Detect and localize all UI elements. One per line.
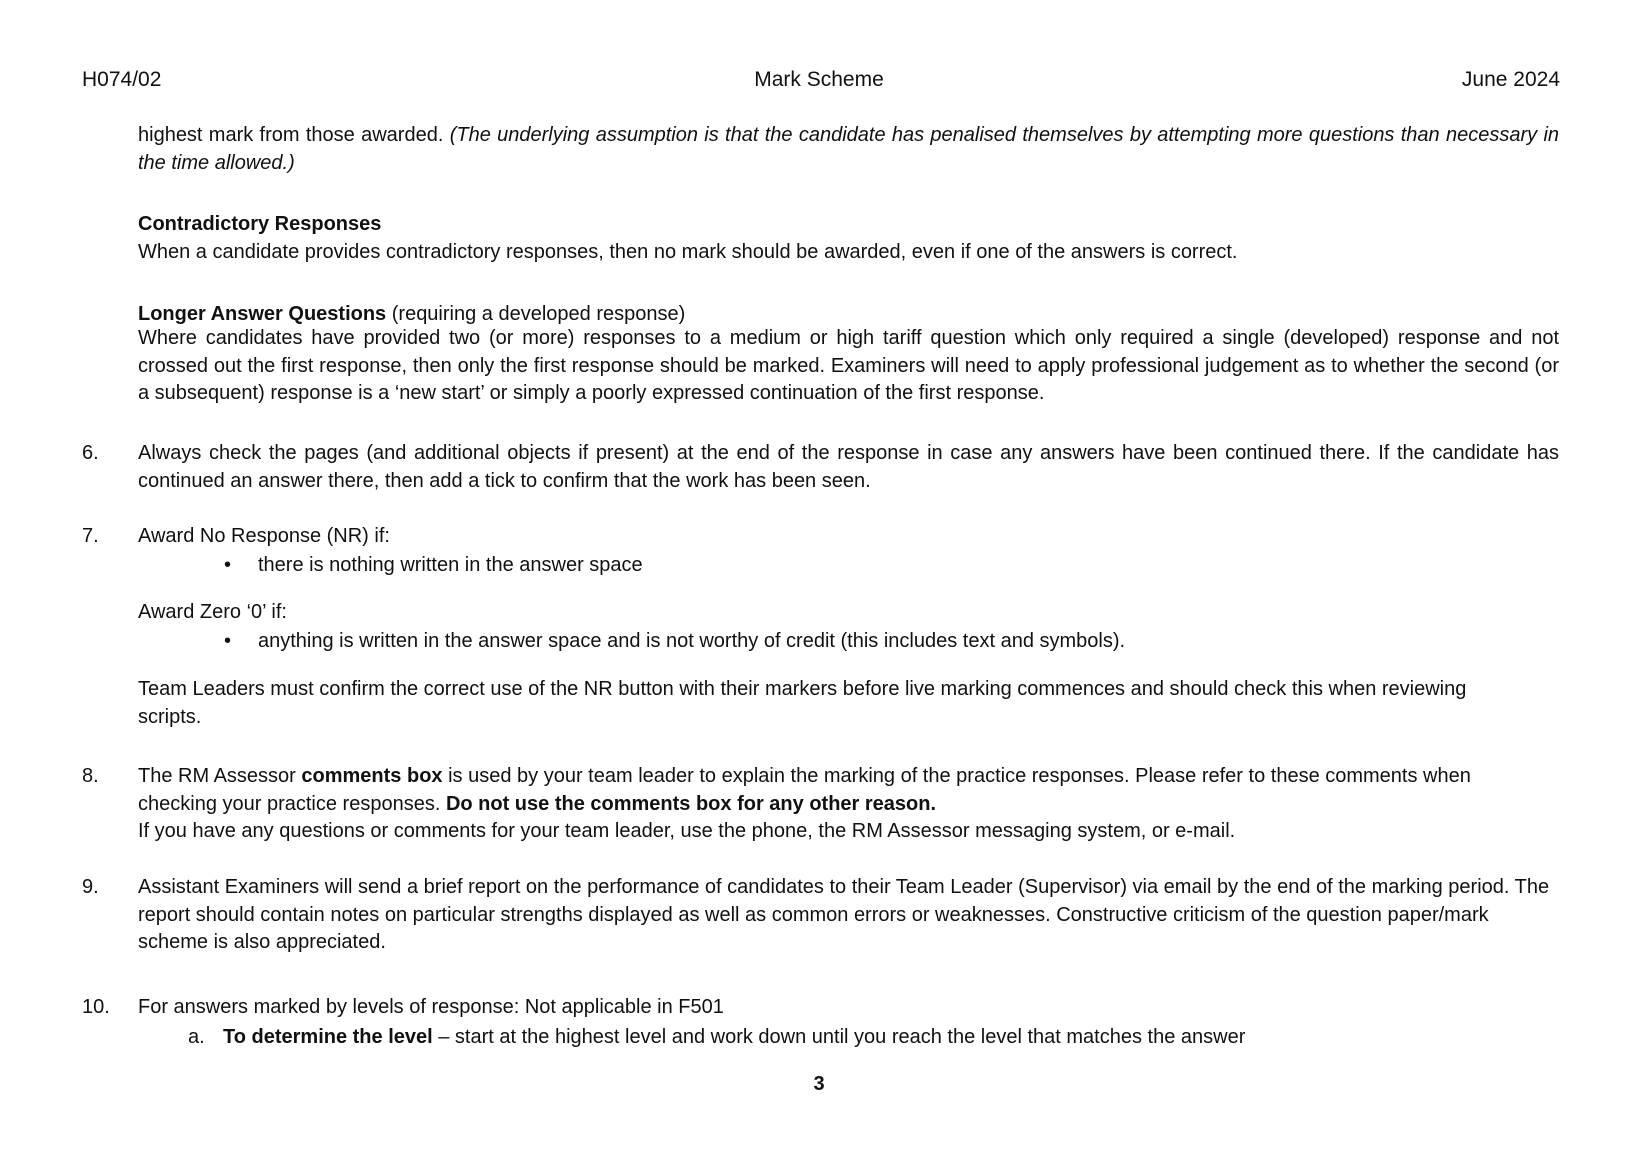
longer-heading: Longer Answer Questions (requiring a developed response): [138, 303, 686, 325]
item-number: 10.: [82, 996, 110, 1018]
team-leaders-text: Team Leaders must confirm the correct use of the NR button with their markers before live marking commences and should check this when reviewing scripts.: [138, 678, 1467, 728]
item-10-text: For answers marked by levels of response: Not applicable in F501: [138, 996, 724, 1018]
page-number: 3: [813, 1073, 825, 1095]
header-title: Mark Scheme: [754, 68, 884, 91]
nr-bullet-text: there is nothing written in the answer space: [258, 554, 643, 576]
header-code: H074/02: [82, 68, 162, 91]
section-heading: Contradictory Responses: [138, 213, 382, 235]
sub-item-a-text: To determine the level – start at the highest level and work down until you reach the level that matches the answer: [223, 1026, 1246, 1048]
bullet: •: [224, 554, 232, 576]
item-9-text: Assistant Examiners will send a brief report on the performance of candidates to their Team Leader (Supervisor) via email by the end of the marking period. The report should contain notes on particular strengths displayed as well as common errors or weaknesses. Constructive criticism of the question paper/mark scheme is also appreciated.: [138, 876, 1550, 953]
header-date: June 2024: [1461, 68, 1560, 91]
sub-item-label: a.: [188, 1026, 205, 1048]
item-6-text: Always check the pages (and additional objects if present) at the end of the response in case any answers have been continued there. If the candidate has continued an answer there, then add a tick to confirm that the work has been seen.: [138, 442, 1559, 492]
item-number: 8.: [82, 765, 99, 787]
zero-bullet-text: anything is written in the answer space and is not worthy of credit (this includes text and symbols).: [258, 630, 1126, 652]
zero-label: Award Zero ‘0’ if:: [138, 601, 287, 623]
bullet: •: [224, 630, 232, 652]
nr-label: Award No Response (NR) if:: [138, 525, 390, 547]
intro-paragraph: highest mark from those awarded. (The underlying assumption is that the candidate has penalised themselves by attempting more questions than necessary in the time allowed.): [138, 124, 1560, 174]
item-number: 6.: [82, 442, 99, 464]
item-number: 7.: [82, 525, 99, 547]
longer-paragraph: Where candidates have provided two (or more) responses to a medium or high tariff question which only required a single (developed) response and not crossed out the first response, then only the first response should be marked. Examiners will need to apply professional judgement as to whether the second (or a subsequent) response is a ‘new start’ or simply a poorly expressed continuation of the first response.: [138, 327, 1559, 404]
contradictory-section: Contradictory Responses When a candidate provides contradictory responses, then no mark should be awarded, even if one of the answers is correct.: [138, 213, 1238, 263]
item-number: 9.: [82, 876, 99, 898]
item-8-text: The RM Assessor comments box is used by your team leader to explain the marking of the practice responses. Please refer to these comments when checking your practice responses. Do not use the comments box for any other reason. If you have any questions or comments for your team leader, use the phone, the RM Assessor messaging system, or e-mail.: [138, 765, 1471, 842]
